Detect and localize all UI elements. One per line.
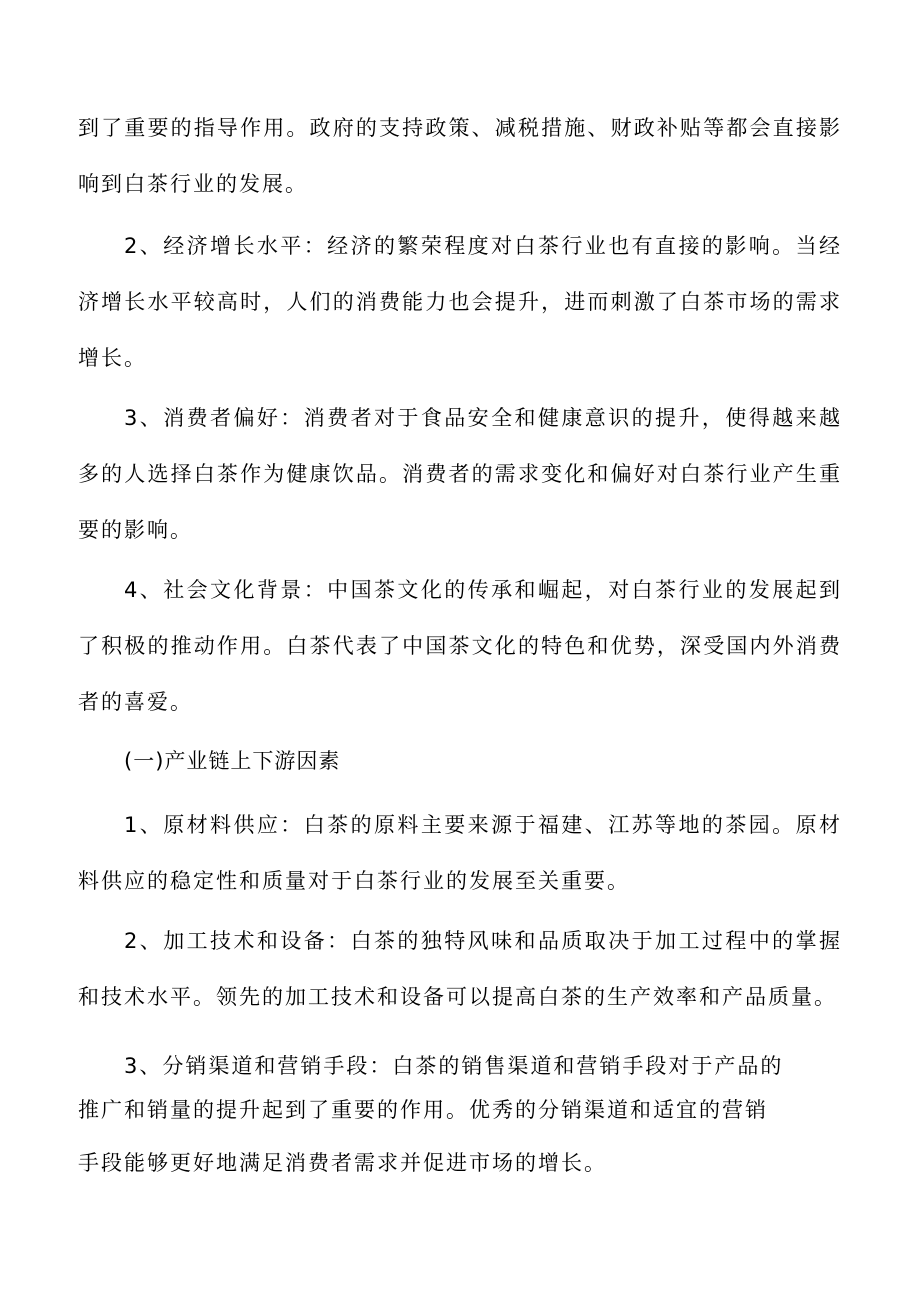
paragraph-economic-growth: 2、经济增长水平：经济的繁荣程度对白茶行业也有直接的影响。当经济增长水平较高时，人们的消费能力也会提升，进而刺激了白茶市场的需求增长。 xyxy=(78,234,842,370)
paragraph-distribution-line-3: 手段能够更好地满足消费者需求并促进市场的增长。 xyxy=(78,1151,607,1175)
paragraph-processing-technology: 2、加工技术和设备：白茶的独特风味和品质取决于加工过程中的掌握和技术水平。领先的加工技术和设备可以提高白茶的生产效率和产品质量。 xyxy=(78,929,842,1009)
section-heading-industry-chain: (一)产业链上下游因素 xyxy=(124,749,341,773)
paragraph-raw-material-supply: 1、原材料供应：白茶的原料主要来源于福建、江苏等地的茶园。原材料供应的稳定性和质量对于白茶行业的发展至关重要。 xyxy=(78,813,842,893)
paragraph-consumer-preference: 3、消费者偏好：消费者对于食品安全和健康意识的提升，使得越来越多的人选择白茶作为健康饮品。消费者的需求变化和偏好对白茶行业产生重要的影响。 xyxy=(78,406,842,542)
paragraph-distribution-line-1: 3、分销渠道和营销手段：白茶的销售渠道和营销手段对于产品的 xyxy=(124,1054,784,1078)
paragraph-government-policy: 到了重要的指导作用。政府的支持政策、减税措施、财政补贴等都会直接影响到白茶行业的发展。 xyxy=(78,116,842,196)
paragraph-social-culture: 4、社会文化背景：中国茶文化的传承和崛起，对白茶行业的发展起到了积极的推动作用。白茶代表了中国茶文化的特色和优势，深受国内外消费者的喜爱。 xyxy=(78,578,842,714)
paragraph-distribution-line-2: 推广和销量的提升起到了重要的作用。优秀的分销渠道和适宜的营销 xyxy=(78,1098,768,1122)
